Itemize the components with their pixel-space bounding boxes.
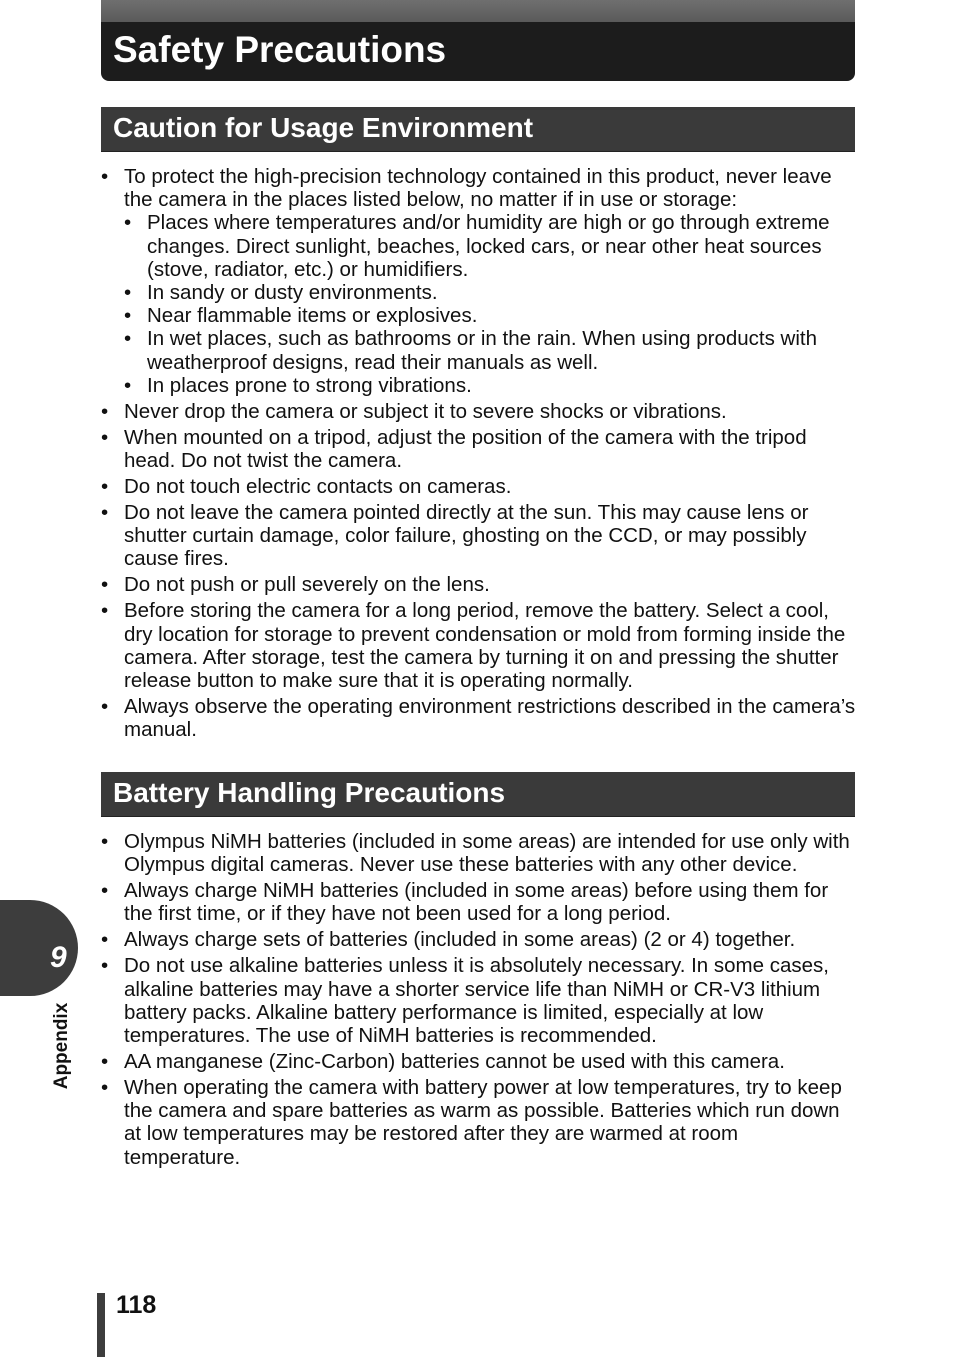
list-item-text: Do not leave the camera pointed directly at the sun. This may cause lens or shutter curtain damage, color failure, ghosting on the CCD, or may possibly cause fires. [124,501,809,571]
section-heading-text: Caution for Usage Environment [113,112,534,143]
list-item-text: To protect the high-precision technology contained in this product, never leave the camera in the places listed below, no matter if in use or storage: [124,165,832,212]
bullet: • [101,501,109,525]
sub-list-item [124,374,859,397]
bullet: • [124,304,132,328]
bullet: • [101,1076,109,1100]
bullet: • [101,573,109,597]
list-item [101,695,859,741]
sub-list-item [124,327,859,373]
bullet: • [101,928,109,952]
bullet: • [101,475,109,499]
list-item [101,1050,859,1073]
list-item-text: Olympus NiMH batteries (included in some areas) are intended for use only with Olympus digital cameras. Never use these batteries with any other device. [124,830,850,877]
bullet: • [101,954,109,978]
bullet: • [124,373,132,397]
list-item-text: Never drop the camera or subject it to severe shocks or vibrations. [124,399,727,423]
bullet: • [101,695,109,719]
bullet: • [101,399,109,423]
sub-list-item [124,281,859,304]
list-item [101,426,859,472]
sub-list-item-text: In sandy or dusty environments. [147,281,438,305]
sub-list-item-text: In wet places, such as bathrooms or in the rain. When using products with weatherproof designs, read their manuals as well. [147,327,818,374]
page-title: Safety Precautions [113,29,447,70]
bullet: • [101,879,109,903]
list-item [101,400,859,423]
bullet: • [124,211,132,235]
page-number-bar [97,1293,105,1357]
list-item-text: Always charge NiMH batteries (included in some areas) before using them for the first time, or if they have not been used for a long period. [124,879,829,926]
bullet: • [101,165,109,188]
list-item-text: Do not push or pull severely on the lens. [124,573,490,597]
list-item [101,165,859,397]
list-item [101,830,859,876]
bullet: • [101,830,109,853]
list-item [101,1076,859,1169]
list-item-text: Always observe the operating environment restrictions described in the camera’s manual. [124,695,856,742]
sub-list-item [124,304,859,327]
list-item-text: When operating the camera with battery power at low temperatures, try to keep the camera and spare batteries as warm as possible. Batteries which run down at low temperatures may be restored after they are warmed at room temperature. [124,1076,842,1169]
page-number: 118 [116,1291,157,1319]
list-item [101,954,859,1047]
sub-list-item [124,211,859,281]
bullet: • [101,1050,109,1074]
battery-handling-list [101,830,859,1172]
sub-list-item-text: In places prone to strong vibrations. [147,373,472,397]
page-title-bar [101,0,855,81]
title-top-strip [101,0,855,22]
section-heading-battery-handling [101,772,855,817]
sub-list [124,211,859,397]
list-item-text: Do not use alkaline batteries unless it is absolutely necessary. In some cases, alkaline batteries may have a shorter service life than NiMH or CR-V3 lithium battery packs. Alkaline battery performance is limited, especially at low temperatures. The use of NiMH batteries is recommended. [124,954,829,1048]
list-item-text: Before storing the camera for a long period, remove the battery. Select a cool, dry location for storage to prevent condensation or mold from forming inside the camera. After storage, test the camera by turning it on and pressing the shutter release button to make sure that it is operating normally. [124,599,846,693]
section-heading-usage-environment [101,107,855,152]
list-item [101,928,859,951]
usage-environment-list [101,165,859,744]
sub-list-item-text: Near flammable items or explosives. [147,304,478,328]
list-item [101,501,859,571]
sub-list-item-text: Places where temperatures and/or humidity are high or go through extreme changes. Direct sunlight, beaches, locked cars, or near other heat sources (stove, radiator, etc.) or humidifiers. [147,211,830,281]
list-item-text: Always charge sets of batteries (included in some areas) (2 or 4) together. [124,928,796,952]
list-item [101,573,859,596]
section-heading-text: Battery Handling Precautions [113,777,506,808]
list-item-text: AA manganese (Zinc-Carbon) batteries cannot be used with this camera. [124,1050,785,1074]
bullet: • [101,599,109,623]
chapter-label: Appendix [51,1002,72,1090]
bullet: • [101,425,109,449]
list-item-text: Do not touch electric contacts on cameras. [124,475,512,499]
bullet: • [124,327,132,351]
list-item-text: When mounted on a tripod, adjust the position of the camera with the tripod head. Do not twist the camera. [124,425,807,473]
list-item [101,475,859,498]
list-item [101,599,859,692]
list-item [101,879,859,925]
bullet: • [124,281,132,305]
chapter-number: 9 [50,941,67,974]
